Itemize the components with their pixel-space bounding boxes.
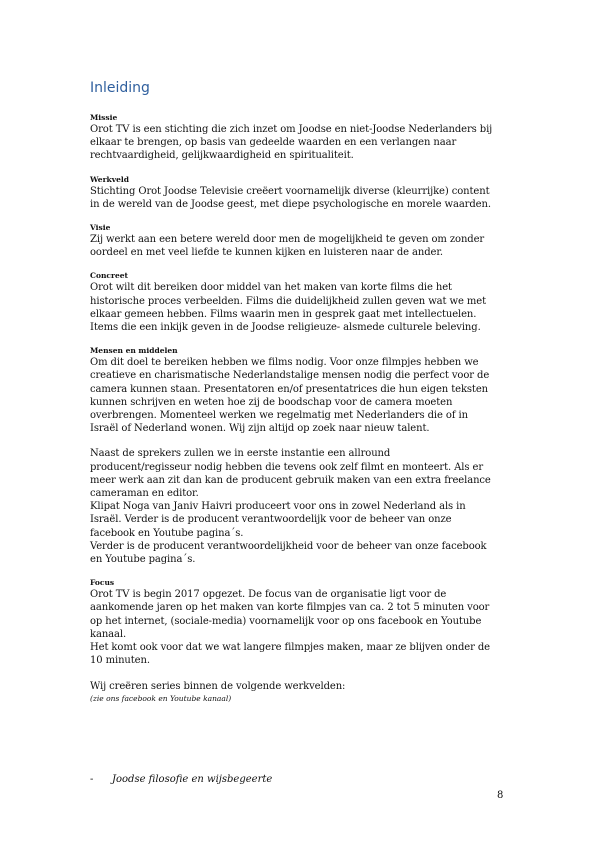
text-line: oordeel en met veel liefde te kunnen kijken en luisteren naar de ander. <box>90 247 443 259</box>
series-intro: Wij creëren series binnen de volgende werkvelden: <box>90 680 346 692</box>
section-missie <box>90 113 520 163</box>
page-title: Inleiding <box>90 80 150 96</box>
text-line: Israël of Nederland wonen. Wij zijn altijd op zoek naar nieuw talent. <box>90 423 430 435</box>
text-line: en Youtube pagina´s. <box>90 554 196 566</box>
section-focus <box>90 578 520 667</box>
text-line: cameraman en editor. <box>90 488 199 500</box>
section-mensen-en-middelen <box>90 346 520 435</box>
text-line: Naast de sprekers zullen we in eerste instantie een allround <box>90 448 391 460</box>
section-heading: Werkveld <box>90 174 129 184</box>
text-line: Verder is de producent verantwoordelijkheid voor de beheer van onze facebook <box>90 540 487 552</box>
text-line: Orot TV is begin 2017 opgezet. De focus van de organisatie ligt voor de <box>90 589 447 601</box>
text-line: Het komt ook voor dat we wat langere filmpjes maken, maar ze blijven onder de <box>90 642 490 654</box>
text-line: creatieve en charismatische Nederlandstalige mensen nodig die perfect voor de <box>90 370 490 382</box>
section-werkveld <box>90 175 520 211</box>
text-line: meer werk aan zit dan kan de producent gebruik maken van een extra freelance <box>90 474 491 486</box>
text-line: 10 minuten. <box>90 655 150 667</box>
section-heading: Concreet <box>90 271 128 281</box>
text-line: Items die een inkijk geven in de Joodse religieuze- alsmede culturele beleving. <box>90 322 481 334</box>
text-line: historische proces verbeelden. Films die duidelijkheid zullen geven wat we met <box>90 295 487 307</box>
text-line: camera kunnen staan. Presentatoren en/of presentatrices die hun eigen teksten <box>90 383 489 395</box>
text-line: Orot wilt dit bereiken door middel van het maken van korte films die het <box>90 282 452 294</box>
section-concreet <box>90 271 520 334</box>
paragraph-producent <box>90 447 520 566</box>
text-line: kunnen schrijven en weten hoe zij de boodschap voor de camera moeten <box>90 396 453 408</box>
document-body <box>90 113 520 704</box>
text-line: op het internet, (sociale-media) voornamelijk voor op ons facebook en Youtube <box>90 615 482 627</box>
text-line: aankomende jaren op het maken van korte filmpjes van ca. 2 tot 5 minuten voor <box>90 602 490 614</box>
series-intro-block <box>90 680 520 704</box>
series-note: (zie ons facebook en Youtube kanaal) <box>90 693 232 703</box>
text-line: Zij werkt aan een betere wereld door men de mogelijkheid te geven om zonder <box>90 234 485 246</box>
text-line: facebook en Youtube pagina´s. <box>90 527 244 539</box>
bullet-text: Joodse filosofie en wijsbegeerte <box>112 774 273 785</box>
section-heading: Visie <box>90 223 111 233</box>
text-line: Israël. Verder is de producent verantwoordelijk voor de beheer van onze <box>90 514 452 526</box>
text-line: Klipat Noga van Janiv Haivri produceert voor ons in zowel Nederland als in <box>90 501 466 513</box>
list-item <box>90 773 272 786</box>
text-line: elkaar te brengen, op basis van gedeelde waarden en een verlangen naar <box>90 137 457 149</box>
text-line: kanaal. <box>90 628 127 640</box>
section-heading: Missie <box>90 113 118 122</box>
section-heading: Focus <box>90 578 115 588</box>
page-number: 8 <box>497 790 504 801</box>
bullet-marker: - <box>90 774 94 785</box>
text-line: overbrengen. Momenteel werken we regelmatig met Nederlanders die of in <box>90 410 468 422</box>
text-line: Stichting Orot Joodse Televisie creëert voornamelijk diverse (kleurrijke) content <box>90 185 490 197</box>
text-line: Orot TV is een stichting die zich inzet om Joodse en niet-Joodse Nederlanders bij <box>90 124 493 135</box>
text-line: in de wereld van de Joodse geest, met diepe psychologische en morele waarden. <box>90 198 491 210</box>
text-line: rechtvaardigheid, gelijkwaardigheid en spiritualiteit. <box>90 150 354 162</box>
section-heading: Mensen en middelen <box>90 346 178 356</box>
text-line: producent/regisseur nodig hebben die tevens ook zelf filmt en monteert. Als er <box>90 461 484 473</box>
section-visie <box>90 223 520 259</box>
text-line: Om dit doel te bereiken hebben we films nodig. Voor onze filmpjes hebben we <box>90 357 479 369</box>
text-line: elkaar gemeen hebben. Films waarin men in gesprek gaat met intellectuelen. <box>90 308 477 320</box>
